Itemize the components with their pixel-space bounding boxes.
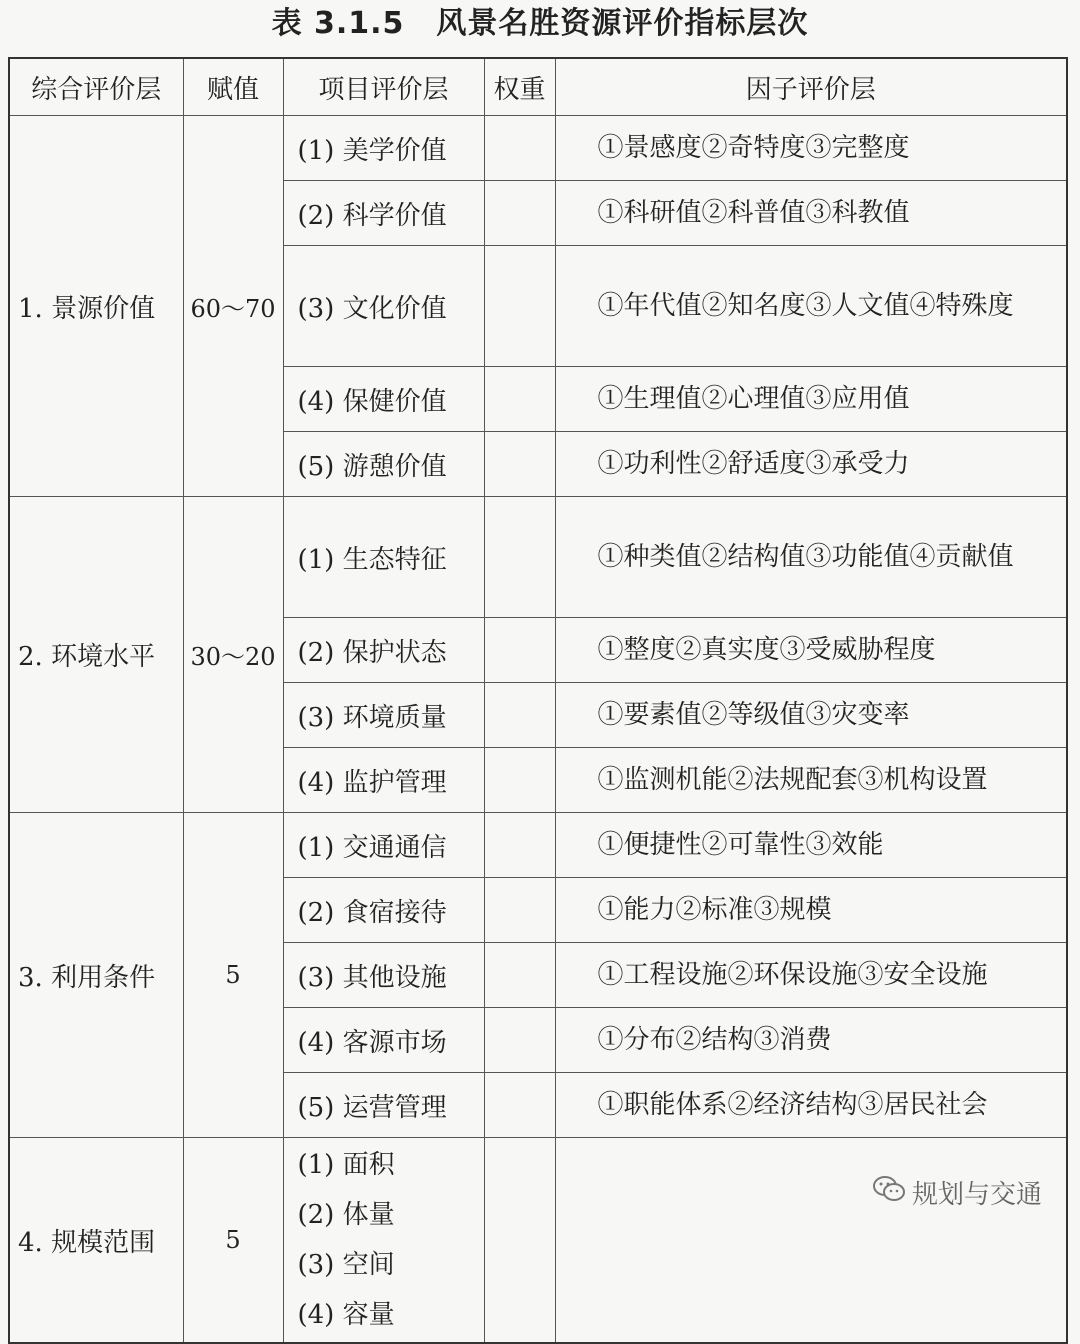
weight-cell <box>484 1138 555 1344</box>
weight-cell <box>484 1008 555 1073</box>
project-item: (3) 空间 <box>297 1250 395 1280</box>
factor-cell: ①分布②结构③消费 <box>555 1008 1067 1073</box>
weight-cell <box>484 618 555 683</box>
evaluation-index-table <box>8 57 1068 1344</box>
factor-cell: ①生理值②心理值③应用值 <box>555 367 1067 432</box>
group-name: 2. 环境水平 <box>9 497 183 813</box>
table-row <box>9 813 1067 878</box>
group-score: 60～70 <box>183 116 283 497</box>
group-score: 5 <box>183 813 283 1138</box>
project-item: (4) 容量 <box>297 1300 395 1330</box>
header-factor: 因子评价层 <box>555 58 1067 116</box>
wechat-icon <box>872 1175 906 1210</box>
factor-cell: ①功利性②舒适度③承受力 <box>555 432 1067 497</box>
weight-cell <box>484 1073 555 1138</box>
weight-cell <box>484 246 555 367</box>
table-caption: 风景名胜资源评价指标层次 <box>436 6 809 41</box>
factor-cell: ①工程设施②环保设施③安全设施 <box>555 943 1067 1008</box>
table-row <box>9 497 1067 618</box>
factor-cell: ①种类值②结构值③功能值④贡献值 <box>555 497 1067 618</box>
project-cell: (2) 保护状态 <box>283 618 484 683</box>
group-name: 1. 景源价值 <box>9 116 183 497</box>
weight-cell <box>484 878 555 943</box>
factor-cell: ①职能体系②经济结构③居民社会 <box>555 1073 1067 1138</box>
group-score: 5 <box>183 1138 283 1344</box>
weight-cell <box>484 748 555 813</box>
project-cell: (4) 监护管理 <box>283 748 484 813</box>
project-cell: (5) 运营管理 <box>283 1073 484 1138</box>
weight-cell <box>484 943 555 1008</box>
table-row <box>9 116 1067 181</box>
project-cell: (3) 其他设施 <box>283 943 484 1008</box>
project-cell: (5) 游憩价值 <box>283 432 484 497</box>
factor-cell: ①整度②真实度③受威胁程度 <box>555 618 1067 683</box>
project-cell: (2) 食宿接待 <box>283 878 484 943</box>
weight-cell <box>484 432 555 497</box>
header-row <box>9 58 1067 116</box>
header-comprehensive: 综合评价层 <box>9 58 183 116</box>
project-item: (2) 体量 <box>297 1200 395 1230</box>
header-project: 项目评价层 <box>283 58 484 116</box>
group-score: 30～20 <box>183 497 283 813</box>
header-weight: 权重 <box>484 58 555 116</box>
weight-cell <box>484 683 555 748</box>
factor-cell: ①要素值②等级值③灾变率 <box>555 683 1067 748</box>
factor-cell <box>555 1138 1067 1344</box>
project-cell: (1) 美学价值 <box>283 116 484 181</box>
project-cell: (3) 文化价值 <box>283 246 484 367</box>
header-score: 赋值 <box>183 58 283 116</box>
project-cell: (2) 科学价值 <box>283 181 484 246</box>
table-row <box>9 1138 1067 1344</box>
table-number: 表 3.1.5 <box>271 6 405 41</box>
factor-cell: ①能力②标准③规模 <box>555 878 1067 943</box>
weight-cell <box>484 497 555 618</box>
project-cell: (4) 保健价值 <box>283 367 484 432</box>
project-item: (1) 面积 <box>297 1150 395 1180</box>
project-cell: (1) 交通通信 <box>283 813 484 878</box>
factor-cell: ①便捷性②可靠性③效能 <box>555 813 1067 878</box>
group-name: 3. 利用条件 <box>9 813 183 1138</box>
watermark-text: 规划与交通 <box>912 1179 1043 1210</box>
weight-cell <box>484 367 555 432</box>
factor-cell: ①监测机能②法规配套③机构设置 <box>555 748 1067 813</box>
weight-cell <box>484 181 555 246</box>
project-cell: (1) 生态特征 <box>283 497 484 618</box>
factor-cell: ①年代值②知名度③人文值④特殊度 <box>555 246 1067 367</box>
table-title <box>0 4 1080 44</box>
group-name: 4. 规模范围 <box>9 1138 183 1344</box>
watermark <box>872 1172 1042 1212</box>
factor-cell: ①科研值②科普值③科教值 <box>555 181 1067 246</box>
weight-cell <box>484 116 555 181</box>
project-cell: (4) 客源市场 <box>283 1008 484 1073</box>
weight-cell <box>484 813 555 878</box>
factor-cell: ①景感度②奇特度③完整度 <box>555 116 1067 181</box>
project-list-cell <box>283 1138 484 1344</box>
project-cell: (3) 环境质量 <box>283 683 484 748</box>
